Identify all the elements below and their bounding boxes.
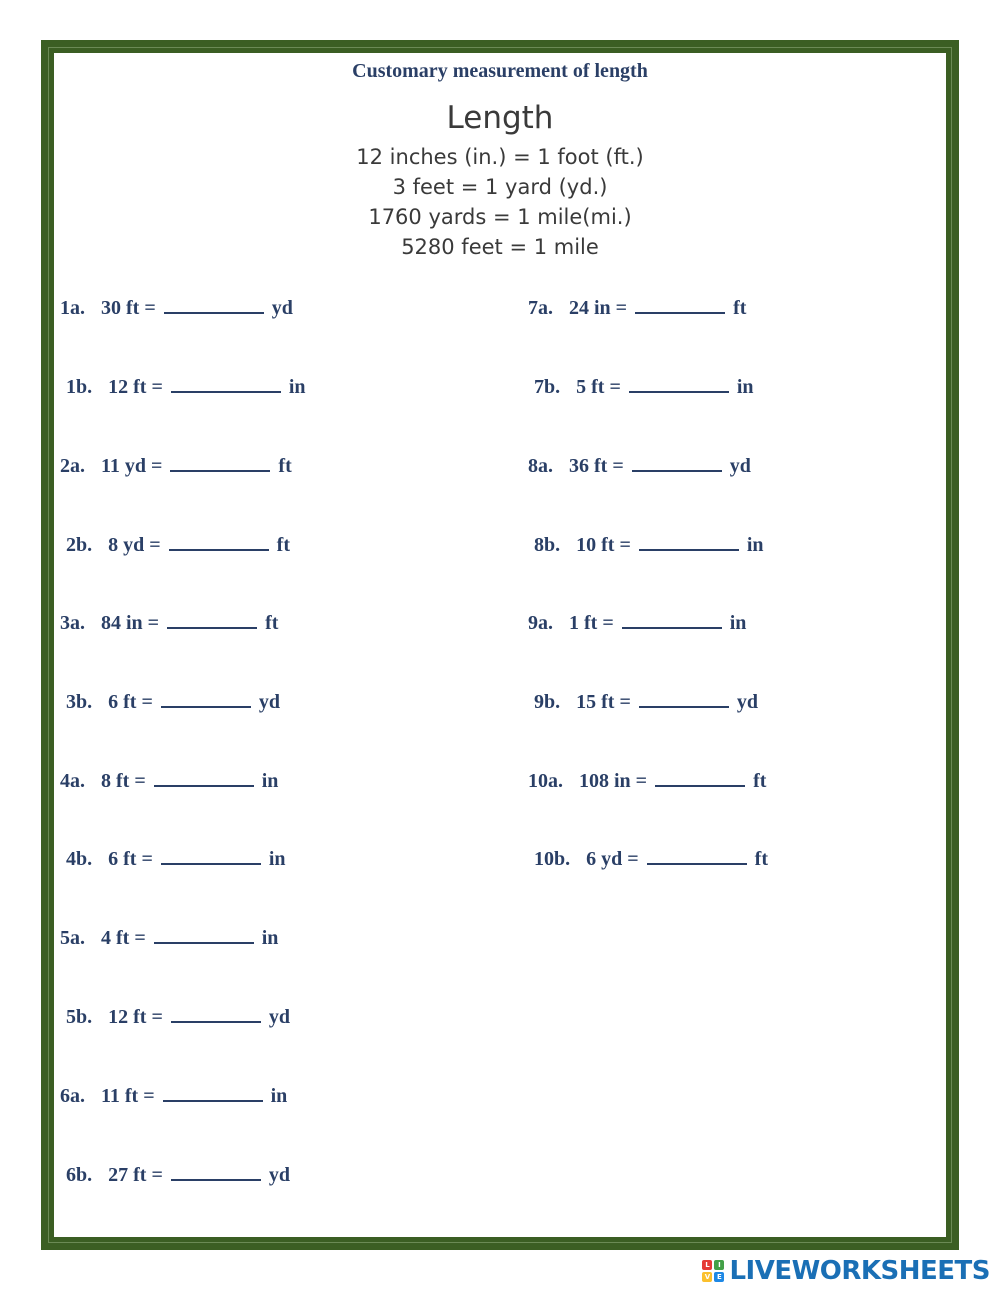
problem-unit: yd [736, 691, 758, 713]
problem-number: 8a. [528, 455, 553, 477]
problem-expression: 6 ft = [108, 848, 153, 870]
problem-unit: in [288, 376, 306, 398]
answer-blank[interactable] [171, 375, 281, 393]
logo-block: I [714, 1260, 724, 1270]
problem-unit: ft [278, 455, 292, 477]
problem-expression: 12 ft = [108, 1006, 163, 1028]
problem-expression: 10 ft = [576, 534, 631, 556]
problem-unit: in [270, 1085, 288, 1107]
logo-text: LIVEWORKSHEETS [729, 1256, 990, 1286]
problem-unit: ft [753, 770, 767, 792]
logo-block: V [702, 1272, 712, 1282]
problem-unit: yd [729, 455, 751, 477]
problem-number: 5a. [60, 927, 85, 949]
problem-unit: yd [268, 1164, 290, 1186]
problem-4b [66, 847, 286, 871]
problem-5a [60, 926, 278, 950]
problem-2b [66, 533, 290, 557]
problem-expression: 6 yd = [586, 848, 639, 870]
answer-blank[interactable] [161, 847, 261, 865]
answer-blank[interactable] [164, 296, 264, 314]
problem-9b [534, 690, 758, 714]
problem-unit: yd [268, 1006, 290, 1028]
problem-1b [66, 375, 306, 399]
problem-3b [66, 690, 280, 714]
problem-number: 3b. [66, 691, 93, 713]
logo-blocks-icon [702, 1260, 724, 1282]
problem-number: 9a. [528, 612, 553, 634]
reference-line: 1760 yards = 1 mile(mi.) [368, 205, 632, 229]
problem-number: 7b. [534, 376, 561, 398]
problem-number: 7a. [528, 297, 553, 319]
problem-unit: ft [276, 534, 290, 556]
problem-8b [534, 533, 764, 557]
reference-heading: Length [446, 100, 554, 136]
answer-blank[interactable] [655, 769, 745, 787]
problem-1a [60, 296, 293, 320]
problem-number: 4b. [66, 848, 93, 870]
problem-number: 9b. [534, 691, 561, 713]
problem-unit: in [268, 848, 286, 870]
reference-line: 3 feet = 1 yard (yd.) [392, 175, 608, 199]
problem-number: 6b. [66, 1164, 93, 1186]
problem-3a [60, 611, 278, 635]
problem-expression: 6 ft = [108, 691, 153, 713]
logo-block: L [702, 1260, 712, 1270]
problem-unit: in [729, 612, 747, 634]
problem-10b [534, 847, 768, 871]
problem-expression: 15 ft = [576, 691, 631, 713]
problem-number: 2b. [66, 534, 93, 556]
answer-blank[interactable] [635, 296, 725, 314]
problem-expression: 8 yd = [108, 534, 161, 556]
problem-number: 1a. [60, 297, 85, 319]
answer-blank[interactable] [639, 690, 729, 708]
problem-expression: 1 ft = [569, 612, 614, 634]
problem-expression: 11 ft = [101, 1085, 155, 1107]
problem-unit: yd [271, 297, 293, 319]
problem-expression: 4 ft = [101, 927, 146, 949]
liveworksheets-logo[interactable] [702, 1257, 990, 1285]
problem-number: 10b. [534, 848, 571, 870]
problem-6b [66, 1163, 290, 1187]
problem-unit: ft [265, 612, 279, 634]
problem-number: 6a. [60, 1085, 85, 1107]
answer-blank[interactable] [171, 1005, 261, 1023]
problem-expression: 30 ft = [101, 297, 156, 319]
worksheet-title: Customary measurement of length [352, 60, 648, 82]
answer-blank[interactable] [622, 611, 722, 629]
problem-5b [66, 1005, 290, 1029]
reference-line: 5280 feet = 1 mile [401, 235, 599, 259]
problem-unit: in [261, 770, 279, 792]
problem-number: 2a. [60, 455, 85, 477]
problem-6a [60, 1084, 287, 1108]
problem-unit: ft [733, 297, 747, 319]
answer-blank[interactable] [171, 1163, 261, 1181]
answer-blank[interactable] [170, 454, 270, 472]
problem-unit: ft [754, 848, 768, 870]
problem-10a [528, 769, 766, 793]
answer-blank[interactable] [154, 926, 254, 944]
problem-expression: 108 in = [579, 770, 648, 792]
problem-unit: in [736, 376, 754, 398]
problem-8a [528, 454, 751, 478]
problem-expression: 36 ft = [569, 455, 624, 477]
problem-expression: 12 ft = [108, 376, 163, 398]
problem-2a [60, 454, 292, 478]
answer-blank[interactable] [639, 533, 739, 551]
problem-7a [528, 296, 746, 320]
problem-expression: 24 in = [569, 297, 628, 319]
problem-number: 4a. [60, 770, 85, 792]
problem-4a [60, 769, 278, 793]
problem-9a [528, 611, 746, 635]
answer-blank[interactable] [154, 769, 254, 787]
problem-expression: 11 yd = [101, 455, 163, 477]
problem-number: 1b. [66, 376, 93, 398]
answer-blank[interactable] [163, 1084, 263, 1102]
reference-line: 12 inches (in.) = 1 foot (ft.) [356, 145, 644, 169]
problem-expression: 8 ft = [101, 770, 146, 792]
problem-expression: 84 in = [101, 612, 160, 634]
problem-number: 8b. [534, 534, 561, 556]
problem-number: 10a. [528, 770, 563, 792]
problem-number: 3a. [60, 612, 85, 634]
answer-blank[interactable] [169, 533, 269, 551]
answer-blank[interactable] [629, 375, 729, 393]
problem-unit: in [746, 534, 764, 556]
answer-blank[interactable] [167, 611, 257, 629]
problem-expression: 5 ft = [576, 376, 621, 398]
answer-blank[interactable] [161, 690, 251, 708]
problem-expression: 27 ft = [108, 1164, 163, 1186]
problem-unit: yd [258, 691, 280, 713]
answer-blank[interactable] [647, 847, 747, 865]
answer-blank[interactable] [632, 454, 722, 472]
problem-unit: in [261, 927, 279, 949]
problem-7b [534, 375, 754, 399]
problem-number: 5b. [66, 1006, 93, 1028]
logo-block: E [714, 1272, 724, 1282]
